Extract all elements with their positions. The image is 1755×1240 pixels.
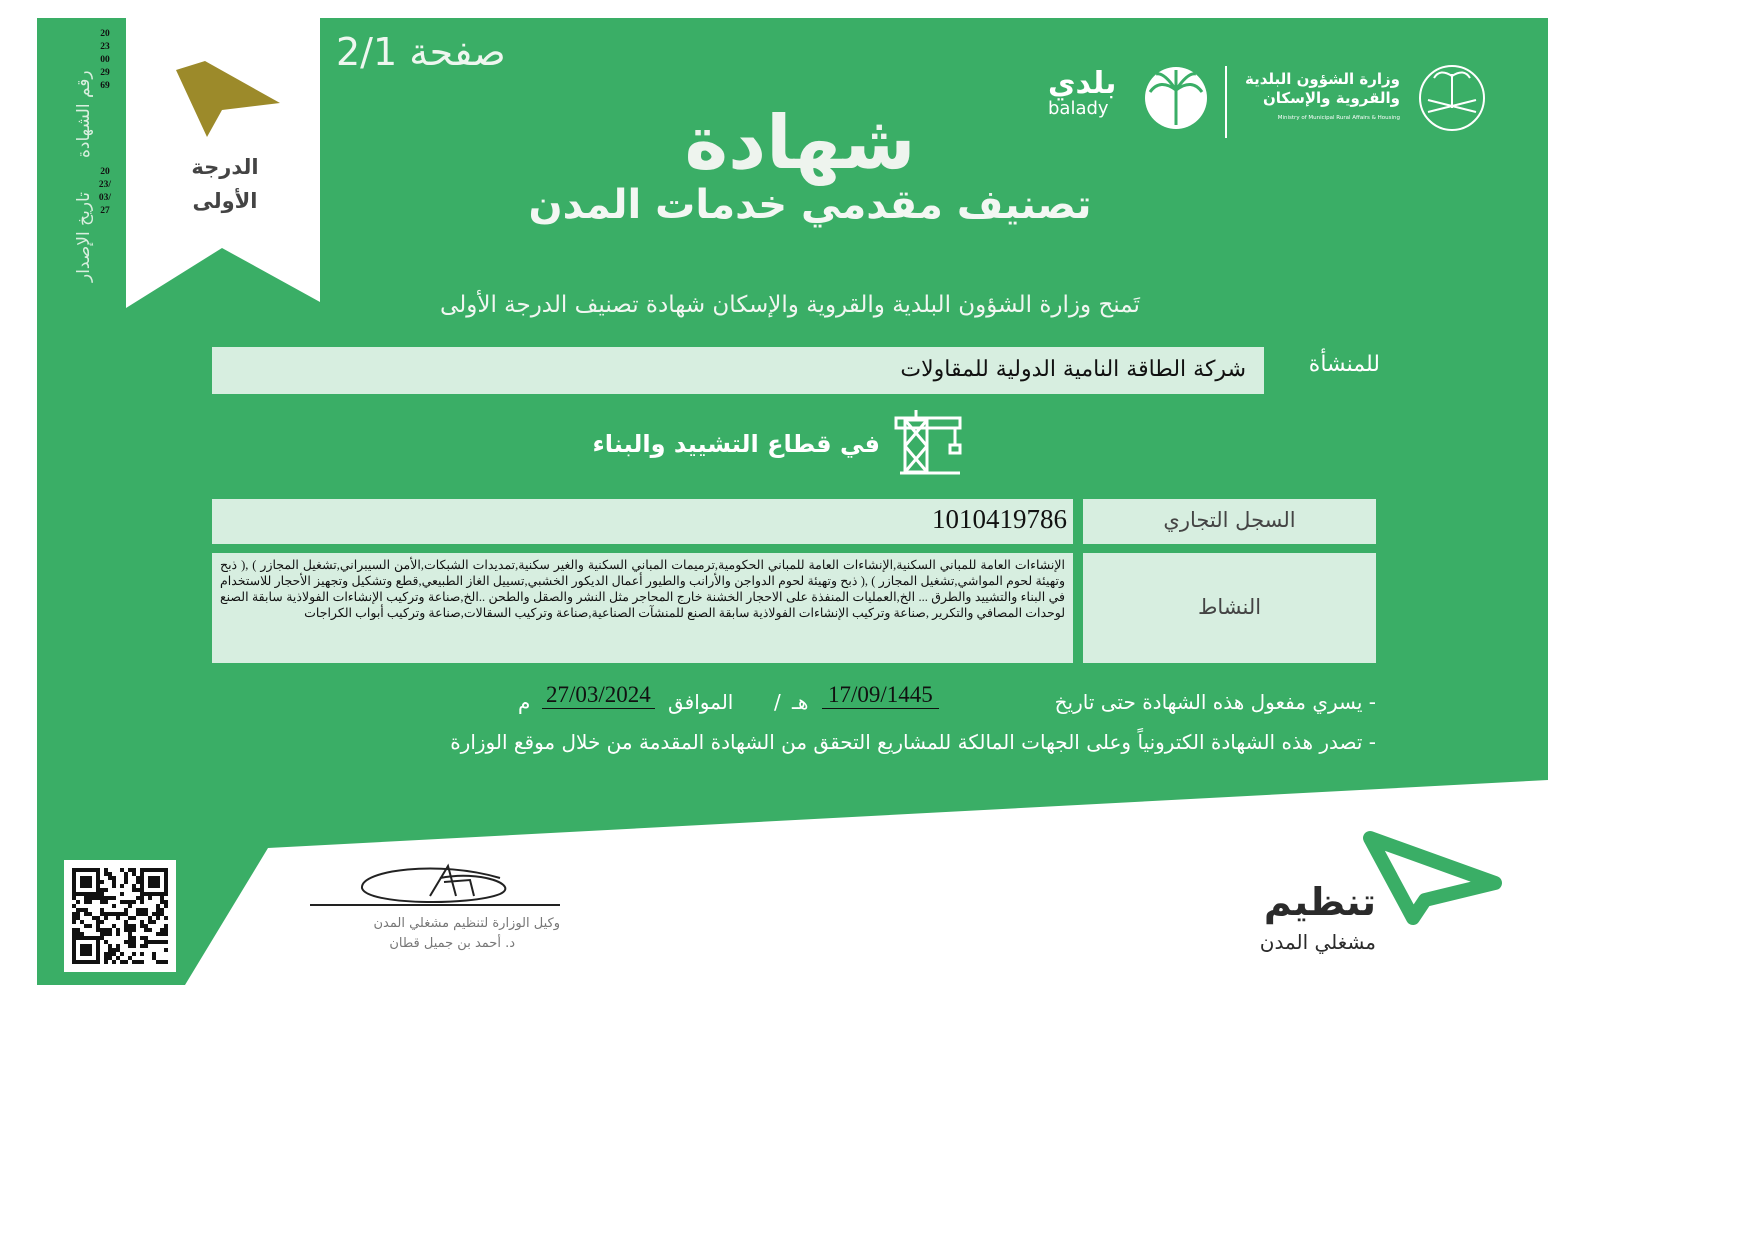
date-separator: / — [774, 690, 781, 714]
commercial-register-field — [212, 499, 1073, 544]
entity-label: للمنشأة — [1308, 352, 1380, 377]
certificate-subtitle: تصنيف مقدمي خدمات المدن — [528, 182, 1092, 228]
validity-hijri-date: 17/09/1445 — [822, 682, 939, 709]
commercial-register-number: 1010419786 — [932, 504, 1067, 534]
signatory-title: وكيل الوزارة لتنظيم مشغلي المدن — [373, 916, 560, 931]
corresponding-label: الموافق — [668, 690, 734, 714]
ministry-name-en: Ministry of Municipal Rural Affairs & Housing — [1277, 115, 1400, 121]
entity-name: شركة الطاقة النامية الدولية للمقاولات — [900, 357, 1246, 382]
ministry-name: وزارة الشؤون البلدية والقروية والإسكان — [1244, 70, 1400, 107]
issue-date-label: تاريخ الإصدار — [74, 192, 94, 282]
issue-date: 2023/03/27 — [98, 167, 112, 216]
tanzeem-logo-subtitle: مشغلي المدن — [1259, 930, 1376, 954]
grant-statement: تَمنح وزارة الشؤون البلدية والقروية والإسكان شهادة تصنيف الدرجة الأولى — [440, 292, 1140, 318]
commercial-register-label-cell — [1083, 499, 1376, 544]
grade-label: الدرجة الأولى — [191, 155, 259, 213]
verification-note: - تصدر هذه الشهادة الكترونياً وعلى الجهات المالكة للمشاريع التحقق من الشهادة المقدمة من خلال موقع الوزارة — [450, 730, 1376, 754]
certificate-title: شهادة — [684, 100, 916, 186]
sector-text: في قطاع التشييد والبناء — [592, 430, 880, 458]
certificate-number: 20230029 69 — [100, 29, 110, 91]
gregorian-suffix: م — [518, 690, 531, 714]
validity-prefix: - يسري مفعول هذه الشهادة حتى تاريخ — [1054, 690, 1376, 714]
tanzeem-arrow-icon — [1370, 838, 1495, 918]
activity-field — [212, 553, 1073, 663]
validity-gregorian-date: 27/03/2024 — [542, 682, 655, 709]
activity-label-cell — [1083, 553, 1376, 663]
signature — [310, 866, 560, 905]
tanzeem-logo-title: تنظيم — [1263, 880, 1376, 924]
signatory-name: د. أحمد بن جميل قطان — [389, 936, 515, 951]
activity-label: النشاط — [1197, 595, 1262, 619]
entity-name-field — [212, 347, 1264, 394]
activity-text: الإنشاءات العامة للمباني السكنية,الإنشاءات العامة للمباني الحكومية,ترميمات المباني السكنية والغير سكنية,تمديدات الشبكات,الأمن السيبراني,تشغيل المجازر ) ,( ذبح وتهيئة لحوم المواشي,تشغيل المجازر ) ,( ذبح وتهيئة لحوم الدواجن والأرانب والطيور أعمال الديكور الخشبي,تسييل الغاز الطبيعي,قطع وتشكيل وتجهيز الأحجار للاستخدام في البناء والتشييد والطرق ... الخ,العمليات المنفذة على الاحجار الخشنة خارج المحاجر مثل النشر والصقل والطحن ..الخ,صناعة وتركيب الإنشاءات الفولاذية سابقة الصنع لوحدات المصافي والتكرير ,صناعة وتركيب الإنشاءات الفولاذية سابقة الصنع للمنشآت الصناعية,صناعة وتركيب السقالات,صناعة وتركيب أبواب الكراجات — [220, 558, 1065, 620]
hijri-suffix: هـ — [792, 690, 809, 714]
balady-logo-latin: balady — [1048, 98, 1109, 119]
balady-logo-text: بلدي — [1048, 66, 1117, 101]
certificate-number-label: رقم الشهادة — [74, 70, 94, 158]
commercial-register-label: السجل التجاري — [1163, 508, 1296, 532]
page-number: صفحة 2/1 — [336, 30, 506, 74]
